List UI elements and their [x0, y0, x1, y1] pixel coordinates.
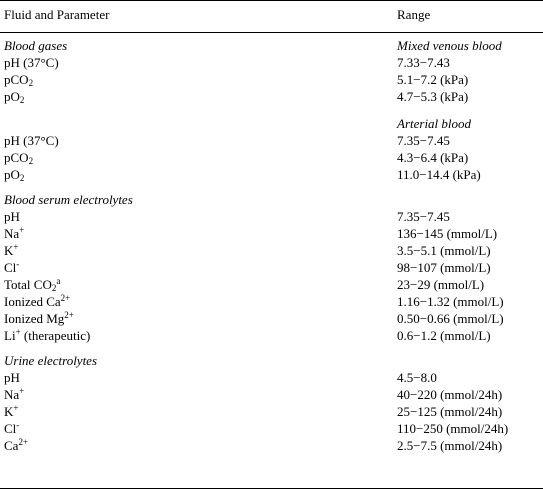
- range-cell: 7.35−7.45: [397, 133, 450, 148]
- table-row: [0, 54, 543, 71]
- table-row: [0, 208, 543, 225]
- parameter-cell: Li+ (therapeutic): [4, 327, 91, 343]
- parameter-cell: pH (37°C): [4, 55, 59, 70]
- range-cell: 4.3−6.4 (kPa): [397, 150, 469, 165]
- parameter-cell: Ionized $Mg^{2+}$: [4, 310, 74, 326]
- table-row: [0, 166, 543, 183]
- range-cell: 4.7−5.3 (kPa): [397, 89, 469, 104]
- range-cell: 3.5−5.1 (mmol/L): [397, 243, 491, 258]
- table-row: [0, 88, 543, 105]
- parameter-cell: pCO$_2$: [4, 150, 34, 166]
- table-row: [0, 327, 543, 344]
- table-row: [0, 132, 543, 149]
- table-body: [0, 37, 543, 454]
- section-heading-row: [0, 352, 543, 369]
- parameter-cell: K+: [4, 242, 19, 258]
- parameter-cell: pH: [4, 209, 20, 224]
- table-row: [0, 259, 543, 276]
- range-cell: 7.35−7.45: [397, 209, 450, 224]
- row-spacer: [0, 344, 543, 352]
- parameter-cell: pH (37°C): [4, 133, 59, 148]
- table-row: [0, 437, 543, 454]
- parameter-cell: K+: [4, 403, 19, 419]
- range-cell: 7.33−7.43: [397, 55, 450, 70]
- parameter-cell: $pO_2$: [4, 167, 25, 183]
- table-header-rule: [0, 32, 543, 33]
- range-cell: 25−125 (mmol/24h): [397, 404, 503, 419]
- range-cell: 0.50−0.66 (mmol/L): [397, 311, 504, 326]
- parameter-cell: pCO$_2$: [4, 72, 34, 88]
- section-label: Blood gases: [4, 38, 68, 53]
- range-cell: 98−107 (mmol/L): [397, 260, 491, 275]
- parameter-cell: Cl-: [4, 420, 20, 436]
- range-subheading: Arterial blood: [397, 116, 472, 131]
- table-top-rule: [0, 0, 543, 1]
- range-cell: 1.16−1.32 (mmol/L): [397, 294, 504, 309]
- table-row: [0, 369, 543, 386]
- range-cell: 110−250 (mmol/24h): [397, 421, 509, 436]
- range-cell: 11.0−14.4 (kPa): [397, 167, 481, 182]
- parameter-cell: Ionized $Ca^{2+}$: [4, 293, 71, 309]
- range-cell: 136−145 (mmol/L): [397, 226, 498, 241]
- parameter-cell: Cl-: [4, 259, 20, 275]
- table-row: [0, 386, 543, 403]
- table-row: [0, 276, 543, 293]
- table-row: [0, 71, 543, 88]
- section-label: Urine electrolytes: [4, 353, 98, 368]
- table-row: [0, 293, 543, 310]
- range-cell: 2.5−7.5 (mmol/24h): [397, 438, 503, 453]
- row-spacer: [0, 105, 543, 115]
- range-subheading: Mixed venous blood: [397, 38, 502, 53]
- section-heading-row: [0, 191, 543, 208]
- table-row: [0, 420, 543, 437]
- range-cell: 4.5−8.0: [397, 370, 437, 385]
- table-row: [0, 225, 543, 242]
- section-label: Blood serum electrolytes: [4, 192, 133, 207]
- parameter-cell: Total $CO_2^a$: [4, 276, 61, 293]
- section-heading-row: [0, 37, 543, 54]
- parameter-cell: Na+: [4, 386, 25, 402]
- range-cell: 5.1−7.2 (kPa): [397, 72, 469, 87]
- range-cell: 0.6−1.2 (mmol/L): [397, 328, 491, 343]
- range-cell: 40−220 (mmol/24h): [397, 387, 503, 402]
- table-row: [0, 149, 543, 166]
- column-header-range: Range: [397, 7, 431, 22]
- parameter-cell: $Ca^{2+}$: [4, 437, 29, 453]
- parameter-cell: $pO_2$: [4, 89, 25, 105]
- parameter-cell: Na+: [4, 225, 25, 241]
- row-spacer: [0, 183, 543, 191]
- section-heading-row: [0, 115, 543, 132]
- table-row: [0, 310, 543, 327]
- table-row: [0, 242, 543, 259]
- range-cell: 23−29 (mmol/L): [397, 277, 485, 292]
- table-row: [0, 403, 543, 420]
- parameter-cell: pH: [4, 370, 20, 385]
- column-header-parameter: Fluid and Parameter: [4, 7, 110, 22]
